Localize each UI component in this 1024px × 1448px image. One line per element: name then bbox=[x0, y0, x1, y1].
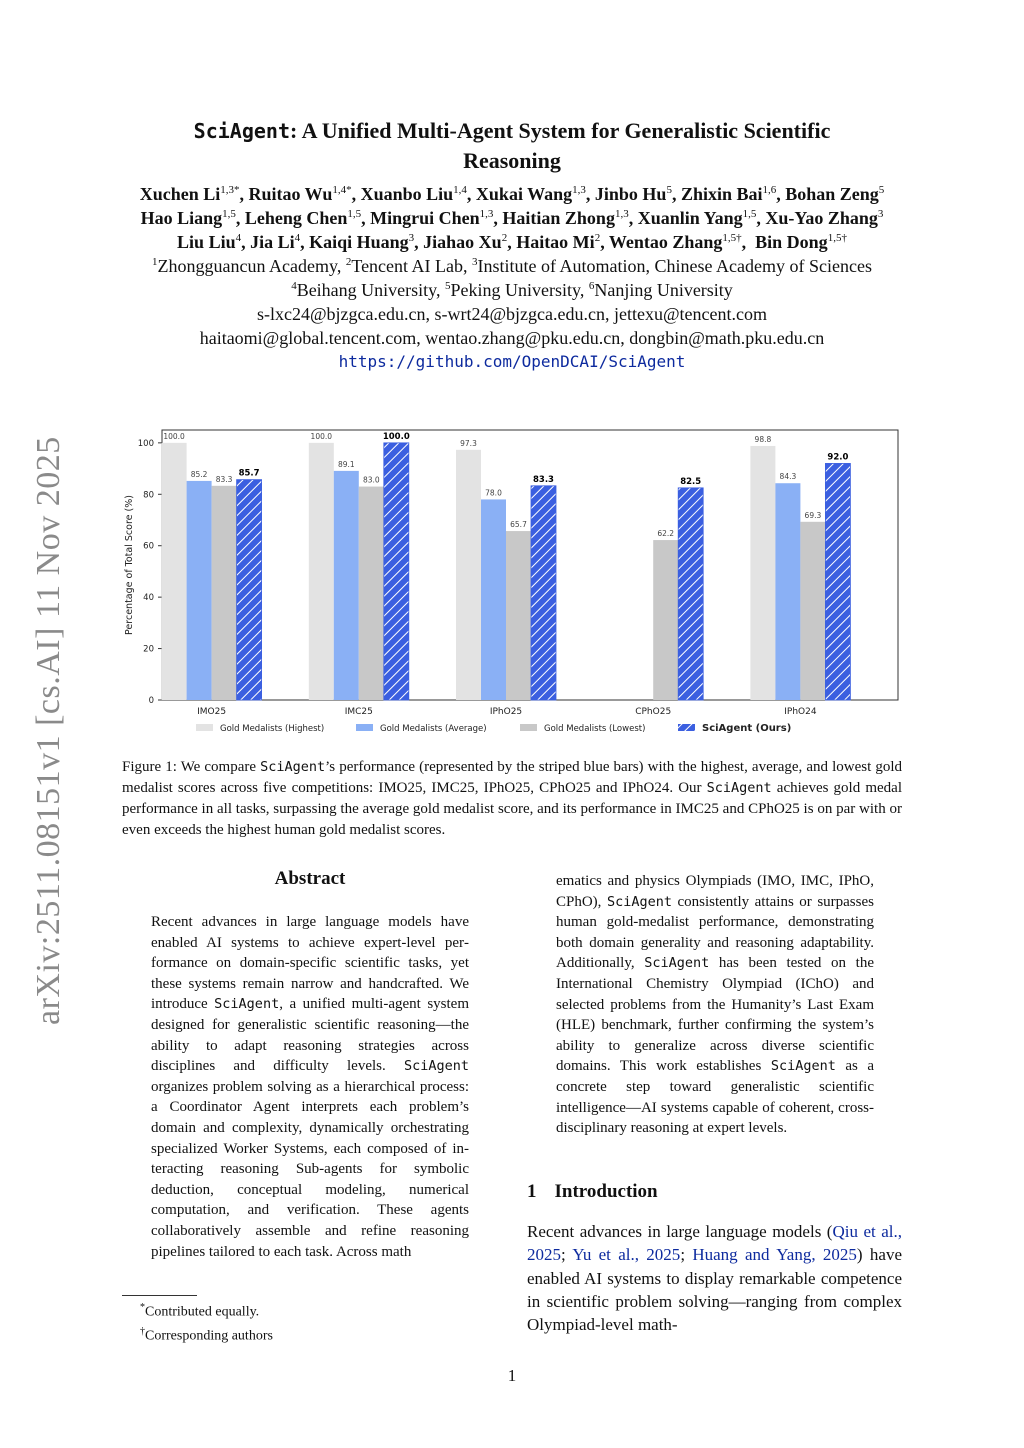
author-sup: 3 bbox=[408, 232, 415, 244]
x-tick-label: IMO25 bbox=[197, 707, 227, 717]
affiliations-line2 bbox=[60, 278, 964, 302]
author-name: Kaiqi Huang bbox=[309, 232, 409, 252]
legend-label: Gold Medalists (Highest) bbox=[220, 724, 325, 734]
caption-part2: ’s performance (represented by the striped blue bars) with the highest, average, and lowest gold medalist scores across five competitions: IMO25, IMC25, IPhO25, CPhO25 and IPhO24. Our bbox=[122, 759, 902, 796]
author-sup: 1,3* bbox=[220, 184, 240, 196]
bar bbox=[456, 450, 481, 700]
abstract-text: organizes problem solving as a hierarchical process: a Coordinator Agent interprets each problem’s domain and complexity, dynamically orchestrating specialized Worker Systems, each composed of interacting reasoning Sub-agents for symbolic deduction, conceptual modeling, numerical computation, and verification. These agents collaboratively assemble and refine reasoning pipelines tailored to each task. Across math bbox=[151, 1078, 469, 1260]
legend-swatch bbox=[196, 724, 213, 731]
affil-text: Beihang University, bbox=[296, 280, 445, 300]
author-name: Jia Li bbox=[250, 232, 295, 252]
author-name: Liu Liu bbox=[177, 232, 236, 252]
footnote-text: Contributed equally. bbox=[145, 1304, 260, 1320]
author-list: Xuchen $Li^{1,3*}$, Ruitao $Wu^{1,4*}$, Xuanbo Liu$^{1,4}$, Xukai Wang$^{1,3}$, Jinbo Hu$^5$, Zhixin Bai$^{1,6}$, Bohan Zeng$^5$ Hao Liang$^{1,5}$, Leheng Chen$^{1,5}$, Mingrui Chen$^{1,3}$, Haitian Zhong$^{1,3}$, Xuanlin Yang$^{1,5}$, Xu-Yao Zhang$^3$ Liu Liu$^4$, Jia Li$^4$, Kaiqi Huang$^3$, Jiahao Xu$^2$, Haitao Mi$^2$, Wentao Zhang$^{1,5\dagger}$, Bin Dong$^{1,5\dagger}$ bbox=[139, 184, 885, 252]
affil-sup: 6 bbox=[588, 280, 595, 292]
bar bbox=[750, 446, 775, 700]
citation-link[interactable]: Huang and Yang, 2025 bbox=[692, 1245, 857, 1265]
bar bbox=[531, 486, 556, 700]
affil-sup: 5 bbox=[445, 280, 451, 292]
author-name: Zhixin Bai bbox=[680, 184, 763, 204]
bar-value-label: 97.3 bbox=[460, 438, 477, 448]
repo-link[interactable]: https://github.com/OpenDCAI/SciAgent bbox=[338, 352, 686, 371]
author-sup: 1,3 bbox=[614, 208, 629, 220]
bar-value-label: 100.0 bbox=[163, 431, 185, 441]
bar-value-label: 83.3 bbox=[215, 474, 233, 484]
title-line1: : A Unified Multi-Agent System for Generalistic Scientific bbox=[289, 118, 831, 143]
bar bbox=[653, 540, 678, 700]
author-name: Leheng Chen bbox=[244, 208, 348, 228]
author-sup: 1,5 bbox=[222, 208, 236, 220]
bar bbox=[359, 487, 384, 700]
author-sup: 1,5 bbox=[742, 208, 757, 220]
author-name: Xuanbo Liu bbox=[360, 184, 454, 204]
bar-value-label: 62.2 bbox=[657, 529, 675, 539]
author-name: Mingrui Chen bbox=[370, 208, 480, 228]
footnote-rule bbox=[122, 1295, 197, 1296]
title-line2: Reasoning bbox=[463, 148, 561, 173]
affil-sup: 2 bbox=[345, 256, 352, 268]
bar-value-label: 98.8 bbox=[754, 434, 772, 444]
bar bbox=[162, 443, 187, 700]
abstract-body-left bbox=[151, 912, 469, 1262]
page-number: 1 bbox=[507, 1366, 517, 1385]
footnote bbox=[140, 1298, 273, 1322]
arxiv-stamp: arXiv:2511.08151v1 [cs.AI] 11 Nov 2025 bbox=[30, 436, 67, 1025]
caption-lead: Figure 1: We compare bbox=[122, 759, 261, 775]
bar-value-label: 100.0 bbox=[382, 431, 410, 442]
caption-system-name: SciAgent bbox=[706, 780, 772, 796]
author-sup: 4 bbox=[235, 232, 242, 244]
author-sup: 1,5 bbox=[347, 208, 362, 220]
legend-swatch bbox=[356, 724, 373, 731]
section-title: Introduction bbox=[554, 1181, 658, 1202]
bar bbox=[678, 488, 703, 700]
intro-text: Recent advances in large language models ( bbox=[527, 1222, 833, 1241]
citation-sep: ; bbox=[561, 1245, 573, 1265]
author-sup: 2 bbox=[594, 232, 601, 244]
bar-value-label: 100.0 bbox=[310, 431, 333, 441]
bar bbox=[212, 486, 237, 700]
author-sup: 3 bbox=[877, 208, 884, 220]
legend-label: Gold Medalists (Average) bbox=[380, 724, 487, 734]
legend-swatch bbox=[678, 724, 695, 731]
bar bbox=[384, 443, 409, 700]
abstract-text: ematics and physics Olympiads (IMO, IMC, IPhO, CPhO), bbox=[556, 873, 874, 910]
citation-sep: ; bbox=[680, 1245, 693, 1265]
bar bbox=[309, 443, 334, 700]
author-sup: 1,4 bbox=[453, 184, 467, 196]
abstract-text: as a concrete step toward generalistic scientific intelligence—AI systems capable of coherent, cross-disciplinary reasoning at expert levels. bbox=[556, 1058, 875, 1137]
bar bbox=[775, 483, 800, 700]
abstract-body-right bbox=[556, 871, 874, 1139]
bar-value-label: 85.2 bbox=[190, 469, 208, 479]
footnote-mark: † bbox=[140, 1325, 145, 1337]
bar-value-label: 83.0 bbox=[362, 475, 380, 485]
legend-label: Gold Medalists (Lowest) bbox=[544, 724, 646, 734]
bar-value-label: 85.7 bbox=[238, 468, 260, 479]
x-tick-label: IPhO25 bbox=[489, 707, 523, 717]
section-number: 1 bbox=[527, 1181, 537, 1202]
footnotes bbox=[140, 1298, 273, 1345]
y-tick-label: 0 bbox=[148, 696, 154, 706]
author-name: Bohan Zeng bbox=[785, 184, 879, 204]
author-name: Ruitao Wu bbox=[248, 184, 333, 204]
author-name: Xukai Wang bbox=[475, 184, 573, 204]
y-tick-label: 80 bbox=[143, 490, 154, 501]
affil-text: Nanjing University bbox=[594, 280, 733, 300]
abstract-system-name: SciAgent bbox=[606, 893, 672, 910]
affil-sup: 4 bbox=[291, 280, 297, 292]
x-tick-label: IPhO24 bbox=[784, 707, 817, 717]
author-sup: 5 bbox=[878, 184, 885, 196]
title-system-name: SciAgent bbox=[193, 119, 290, 143]
author-name: Jinbo Hu bbox=[594, 184, 667, 204]
section-heading-introduction bbox=[527, 1181, 676, 1203]
author-name: Wentao Zhang bbox=[608, 232, 723, 252]
y-tick-label: 20 bbox=[143, 644, 154, 655]
author-sup: 1,4* bbox=[332, 184, 352, 196]
legend-label: SciAgent (Ours) bbox=[702, 723, 792, 734]
legend-swatch bbox=[520, 724, 537, 731]
author-name: Xuanlin Yang bbox=[637, 208, 743, 228]
abstract-text: consistently attains or surpasses human gold-medalist performance, demonstrating both domain generality and reasoning adaptability. Additionally, bbox=[556, 893, 874, 972]
author-sup: 4 bbox=[294, 232, 301, 244]
emails-line2: haitaomi@global.tencent.com, wentao.zhang@pku.edu.cn, dongbin@math.pku.edu.cn bbox=[199, 328, 825, 348]
bar-value-label: 69.3 bbox=[804, 510, 822, 520]
abstract-text: , a unified multi-agent system designed for generalistic scientific reasoning—the ability to adapt reasoning strategies across disciplines and difficulty levels. bbox=[151, 996, 469, 1075]
abstract-system-name: SciAgent bbox=[403, 1058, 469, 1075]
intro-text: ) have enabled AI systems to display remarkable competence in scientific problem solving—ranging from complex Olympiad-level math- bbox=[527, 1245, 902, 1335]
bar bbox=[481, 499, 506, 700]
abstract-text: Recent advances in large language models have enabled AI systems to achieve expert-level performance on domain-specific scientific tasks, yet these systems remain narrow and handcrafted. We introduce bbox=[151, 914, 469, 1013]
abstract-heading: Abstract bbox=[274, 868, 346, 889]
y-tick-label: 60 bbox=[143, 541, 154, 552]
affil-text: Tencent AI Lab, bbox=[351, 256, 473, 276]
figure-1-bar-chart bbox=[120, 424, 904, 744]
bar-value-label: 89.1 bbox=[337, 459, 355, 469]
y-tick-label: 100 bbox=[137, 438, 154, 449]
author-sup: 5 bbox=[666, 184, 672, 196]
caption-system-name: SciAgent bbox=[260, 759, 326, 775]
author-block bbox=[60, 182, 964, 374]
affil-text: Institute of Automation, Chinese Academy of Sciences bbox=[477, 256, 872, 276]
author-name: Hao Liang bbox=[140, 208, 223, 228]
introduction-body bbox=[527, 1220, 902, 1336]
x-tick-label: CPhO25 bbox=[635, 707, 672, 717]
bar-value-label: 92.0 bbox=[827, 452, 849, 463]
author-name: Haitian Zhong bbox=[502, 208, 615, 228]
affiliations-line1 bbox=[60, 254, 964, 278]
abstract-text: has been tested on the International Chemistry Olympiad (IChO) and selected problems from the Humanity’s Last Exam (HLE) benchmark, further confirming the system’s ability to generalize across diverse scientific domains. This work establishes bbox=[556, 955, 875, 1075]
affil-sup: 3 bbox=[472, 256, 478, 268]
paper-title bbox=[120, 116, 904, 175]
author-name: Bin Dong bbox=[755, 232, 828, 252]
author-name: Xuchen Li bbox=[139, 184, 221, 204]
affil-text: Peking University, bbox=[450, 280, 589, 300]
bar-value-label: 82.5 bbox=[680, 476, 702, 487]
bar-value-label: 84.3 bbox=[779, 472, 797, 482]
author-name: Jiahao Xu bbox=[423, 232, 502, 252]
citation-link[interactable]: Qiu et al., 2025 bbox=[527, 1222, 902, 1265]
abstract-system-name: SciAgent bbox=[644, 955, 710, 972]
emails-line1: s-lxc24@bjzgca.edu.cn, s-wrt24@bjzgca.edu.cn, jettexu@tencent.com bbox=[256, 304, 768, 324]
author-sup: 1,3 bbox=[572, 184, 586, 196]
affil-sup: 1 bbox=[152, 256, 158, 268]
abstract-system-name: SciAgent bbox=[214, 996, 280, 1013]
bar bbox=[506, 531, 531, 700]
x-tick-label: IMC25 bbox=[344, 707, 373, 717]
affil-text: Zhongguancun Academy, bbox=[157, 256, 346, 276]
footnote-text: Corresponding authors bbox=[145, 1328, 273, 1344]
y-tick-label: 40 bbox=[143, 593, 154, 604]
caption-part3: achieves gold medal performance in all tasks, surpassing the average gold medalist score, and its performance in IMC25 and CPhO25 is on par with or even exceeds the highest human gold medalist scores. bbox=[122, 780, 902, 838]
bar bbox=[825, 463, 850, 700]
bar bbox=[187, 481, 212, 700]
author-sup: 2 bbox=[501, 232, 508, 244]
footnote bbox=[140, 1322, 273, 1346]
bar-value-label: 78.0 bbox=[485, 488, 502, 498]
citation-link[interactable]: Yu et al., 2025 bbox=[572, 1245, 681, 1265]
author-sup: 1,3 bbox=[479, 208, 494, 220]
author-sup: 1,5† bbox=[722, 232, 742, 244]
bar bbox=[334, 471, 359, 700]
bar-value-label: 65.7 bbox=[510, 520, 527, 530]
abstract-system-name: SciAgent bbox=[770, 1058, 836, 1075]
author-name: Haitao Mi bbox=[516, 232, 595, 252]
figure-caption bbox=[122, 757, 902, 841]
bar bbox=[237, 480, 262, 700]
bar-value-label: 83.3 bbox=[533, 474, 554, 485]
y-axis-label: Percentage of Total Score (%) bbox=[124, 495, 135, 635]
footnote-mark: * bbox=[140, 1302, 145, 1313]
author-name: Xu-Yao Zhang bbox=[765, 208, 878, 228]
bar bbox=[800, 522, 825, 700]
author-sup: 1,5† bbox=[827, 232, 847, 244]
author-sup: 1,6 bbox=[762, 184, 777, 196]
